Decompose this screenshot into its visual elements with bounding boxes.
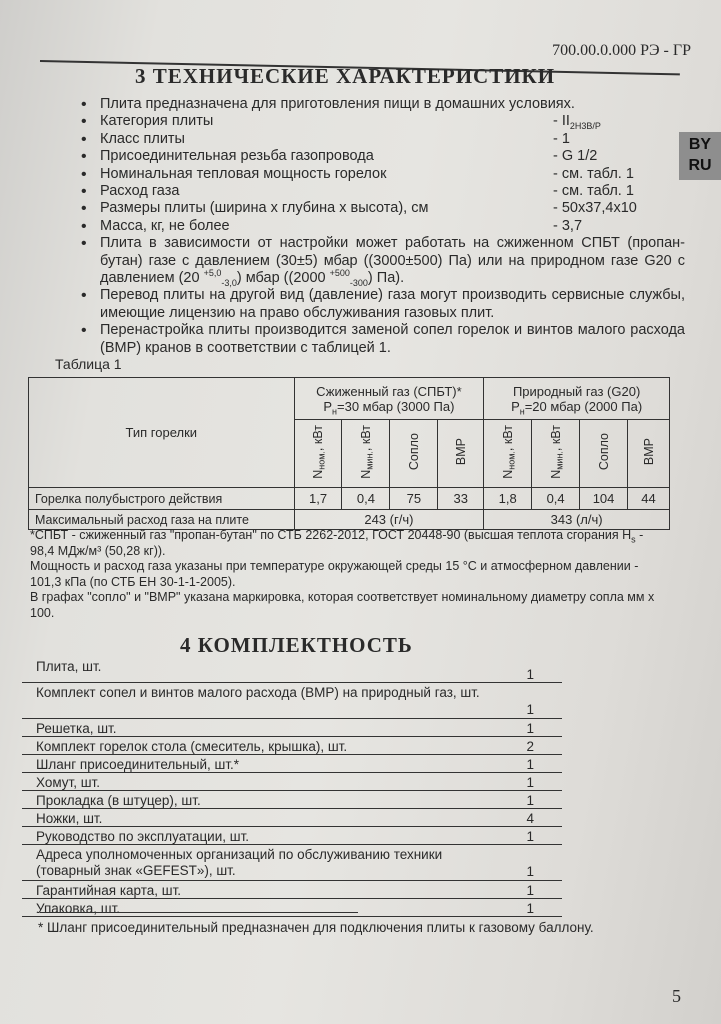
- spec-item: • Размеры плиты (ширина х глубина х высота), см - 50х37,4х10: [75, 200, 685, 217]
- table-row: [29, 510, 670, 530]
- max-flow-ng: 343 (л/ч): [484, 510, 670, 530]
- spec-item: • Номинальная тепловая мощность горелок - см. табл. 1: [75, 166, 685, 183]
- row-max-flow-label: Максимальный расход газа на плите: [29, 510, 295, 530]
- table-row: [29, 488, 670, 510]
- col-vmr-ng: ВМР: [628, 420, 670, 488]
- list-item: Руководство по эксплуатации, шт. 1: [22, 827, 562, 845]
- table-cell: 33: [438, 488, 484, 510]
- language-tab: [679, 132, 721, 180]
- table-cell: 44: [628, 488, 670, 510]
- table-notes: [30, 528, 670, 621]
- reset-paragraph: • Перенастройка плиты производится заменой сопел горелок и винтов малого расхода (ВМР) кранов в соответствии с таблицей 1.: [75, 322, 685, 357]
- completeness-list: [22, 657, 562, 917]
- list-item: Плита, шт. 1: [22, 657, 562, 683]
- list-item: Хомут, шт. 1: [22, 773, 562, 791]
- conversion-paragraph: • Перевод плиты на другой вид (давление) газа могут производить сервисные службы, имеющие лицензию на право обслуживания газовых плит.: [75, 287, 685, 322]
- table-cell: 1,8: [484, 488, 532, 510]
- table-cell: 0,4: [342, 488, 390, 510]
- col-nozzle-ng: Сопло: [580, 420, 628, 488]
- spec-item: • Плита предназначена для приготовления пищи в домашних условиях.: [75, 96, 685, 113]
- section-4-title: 4 КОМПЛЕКТНОСТЬ: [180, 633, 413, 657]
- list-item: Ножки, шт. 4: [22, 809, 562, 827]
- lang-ru: RU: [688, 157, 712, 174]
- table-cell: 104: [580, 488, 628, 510]
- list-item: Решетка, шт. 1: [22, 719, 562, 737]
- list-item: Адреса уполномоченных организаций по обслуживанию техники (товарный знак «GEFEST»), шт. 1: [22, 845, 562, 881]
- gas-pressure-paragraph: • Плита в зависимости от настройки может работать на сжиженном СПБТ (пропан-бутан) газе с давлением (30±5) мбар ((3000±500) Па) или на природном газе G20 с давлением (20 $^{+5,0}_{-3,0}$) мбар ((2000 $^{+500}_{-300}$) Па).: [75, 235, 685, 287]
- col-nnom-ng: $N_{ном.}$, кВт: [484, 420, 532, 488]
- note-lpg: *СПБТ - сжиженный газ "пропан-бутан" по СТБ 2262-2012, ГОСТ 20448-90 (высшая теплота сгорания $Н_s - 98,4$ МДж/м³ (50,28 кг)).: [30, 528, 644, 558]
- col-nnom-lpg: $N_{ном.}$, кВт: [294, 420, 342, 488]
- spec-item: • Присоединительная резьба газопровода - G 1/2: [75, 148, 685, 165]
- spec-item: • Категория плиты - $II_{2H3B/P}$: [75, 113, 685, 130]
- table-cell: 0,4: [532, 488, 580, 510]
- list-item: Прокладка (в штуцер), шт. 1: [22, 791, 562, 809]
- ng-header: Природный газ (G20) $P_н=20$ мбар (2000 Па): [484, 378, 670, 420]
- footnote: * Шланг присоединительный предназначен для подключения плиты к газовому баллону.: [38, 920, 594, 935]
- table-cell: 75: [390, 488, 438, 510]
- footnote-rule: [40, 912, 358, 913]
- burner-type-header: Тип горелки: [29, 378, 295, 488]
- lpg-header: Сжиженный газ (СПБТ)* $P_н=30$ мбар (3000 Па): [294, 378, 484, 420]
- gas-table: [28, 377, 670, 530]
- note-conditions: Мощность и расход газа указаны при температуре окружающей среды 15 °С и атмосферном давлении - 101,3 кПа (по СТБ ЕН 30-1-1-2005).: [30, 559, 639, 589]
- max-flow-lpg: 243 (г/ч): [294, 510, 484, 530]
- col-nmin-lpg: $N_{мин.}$, кВт: [342, 420, 390, 488]
- col-nozzle-lpg: Сопло: [390, 420, 438, 488]
- spec-item: • Класс плиты - 1: [75, 131, 685, 148]
- list-item: Гарантийная карта, шт. 1: [22, 881, 562, 899]
- list-item: Комплект горелок стола (смеситель, крышка), шт. 2: [22, 737, 562, 755]
- col-nmin-ng: $N_{мин.}$, кВт: [532, 420, 580, 488]
- table-cell: 1,7: [294, 488, 342, 510]
- list-item: Упаковка, шт. 1: [22, 899, 562, 917]
- page-number: 5: [672, 986, 681, 1006]
- list-item: Шланг присоединительный, шт.* 1: [22, 755, 562, 773]
- specs-list: [75, 96, 685, 357]
- section-3-title: 3 ТЕХНИЧЕСКИЕ ХАРАКТЕРИСТИКИ: [135, 64, 556, 88]
- spec-item: • Масса, кг, не более - 3,7: [75, 218, 685, 235]
- table-caption: Таблица 1: [55, 356, 122, 372]
- spec-item: • Расход газа - см. табл. 1: [75, 183, 685, 200]
- document-code: 700.00.0.000 РЭ - ГР: [552, 42, 691, 59]
- col-vmr-lpg: ВМР: [438, 420, 484, 488]
- note-marking: В графах "сопло" и "ВМР" указана маркировка, которая соответствует номинальному диаметру сопла мм х 100.: [30, 590, 655, 620]
- row-burner-label: Горелка полубыстрого действия: [29, 488, 295, 510]
- list-item: Комплект сопел и винтов малого расхода (ВМР) на природный газ, шт. 1: [22, 683, 562, 719]
- lang-by: BY: [688, 136, 712, 153]
